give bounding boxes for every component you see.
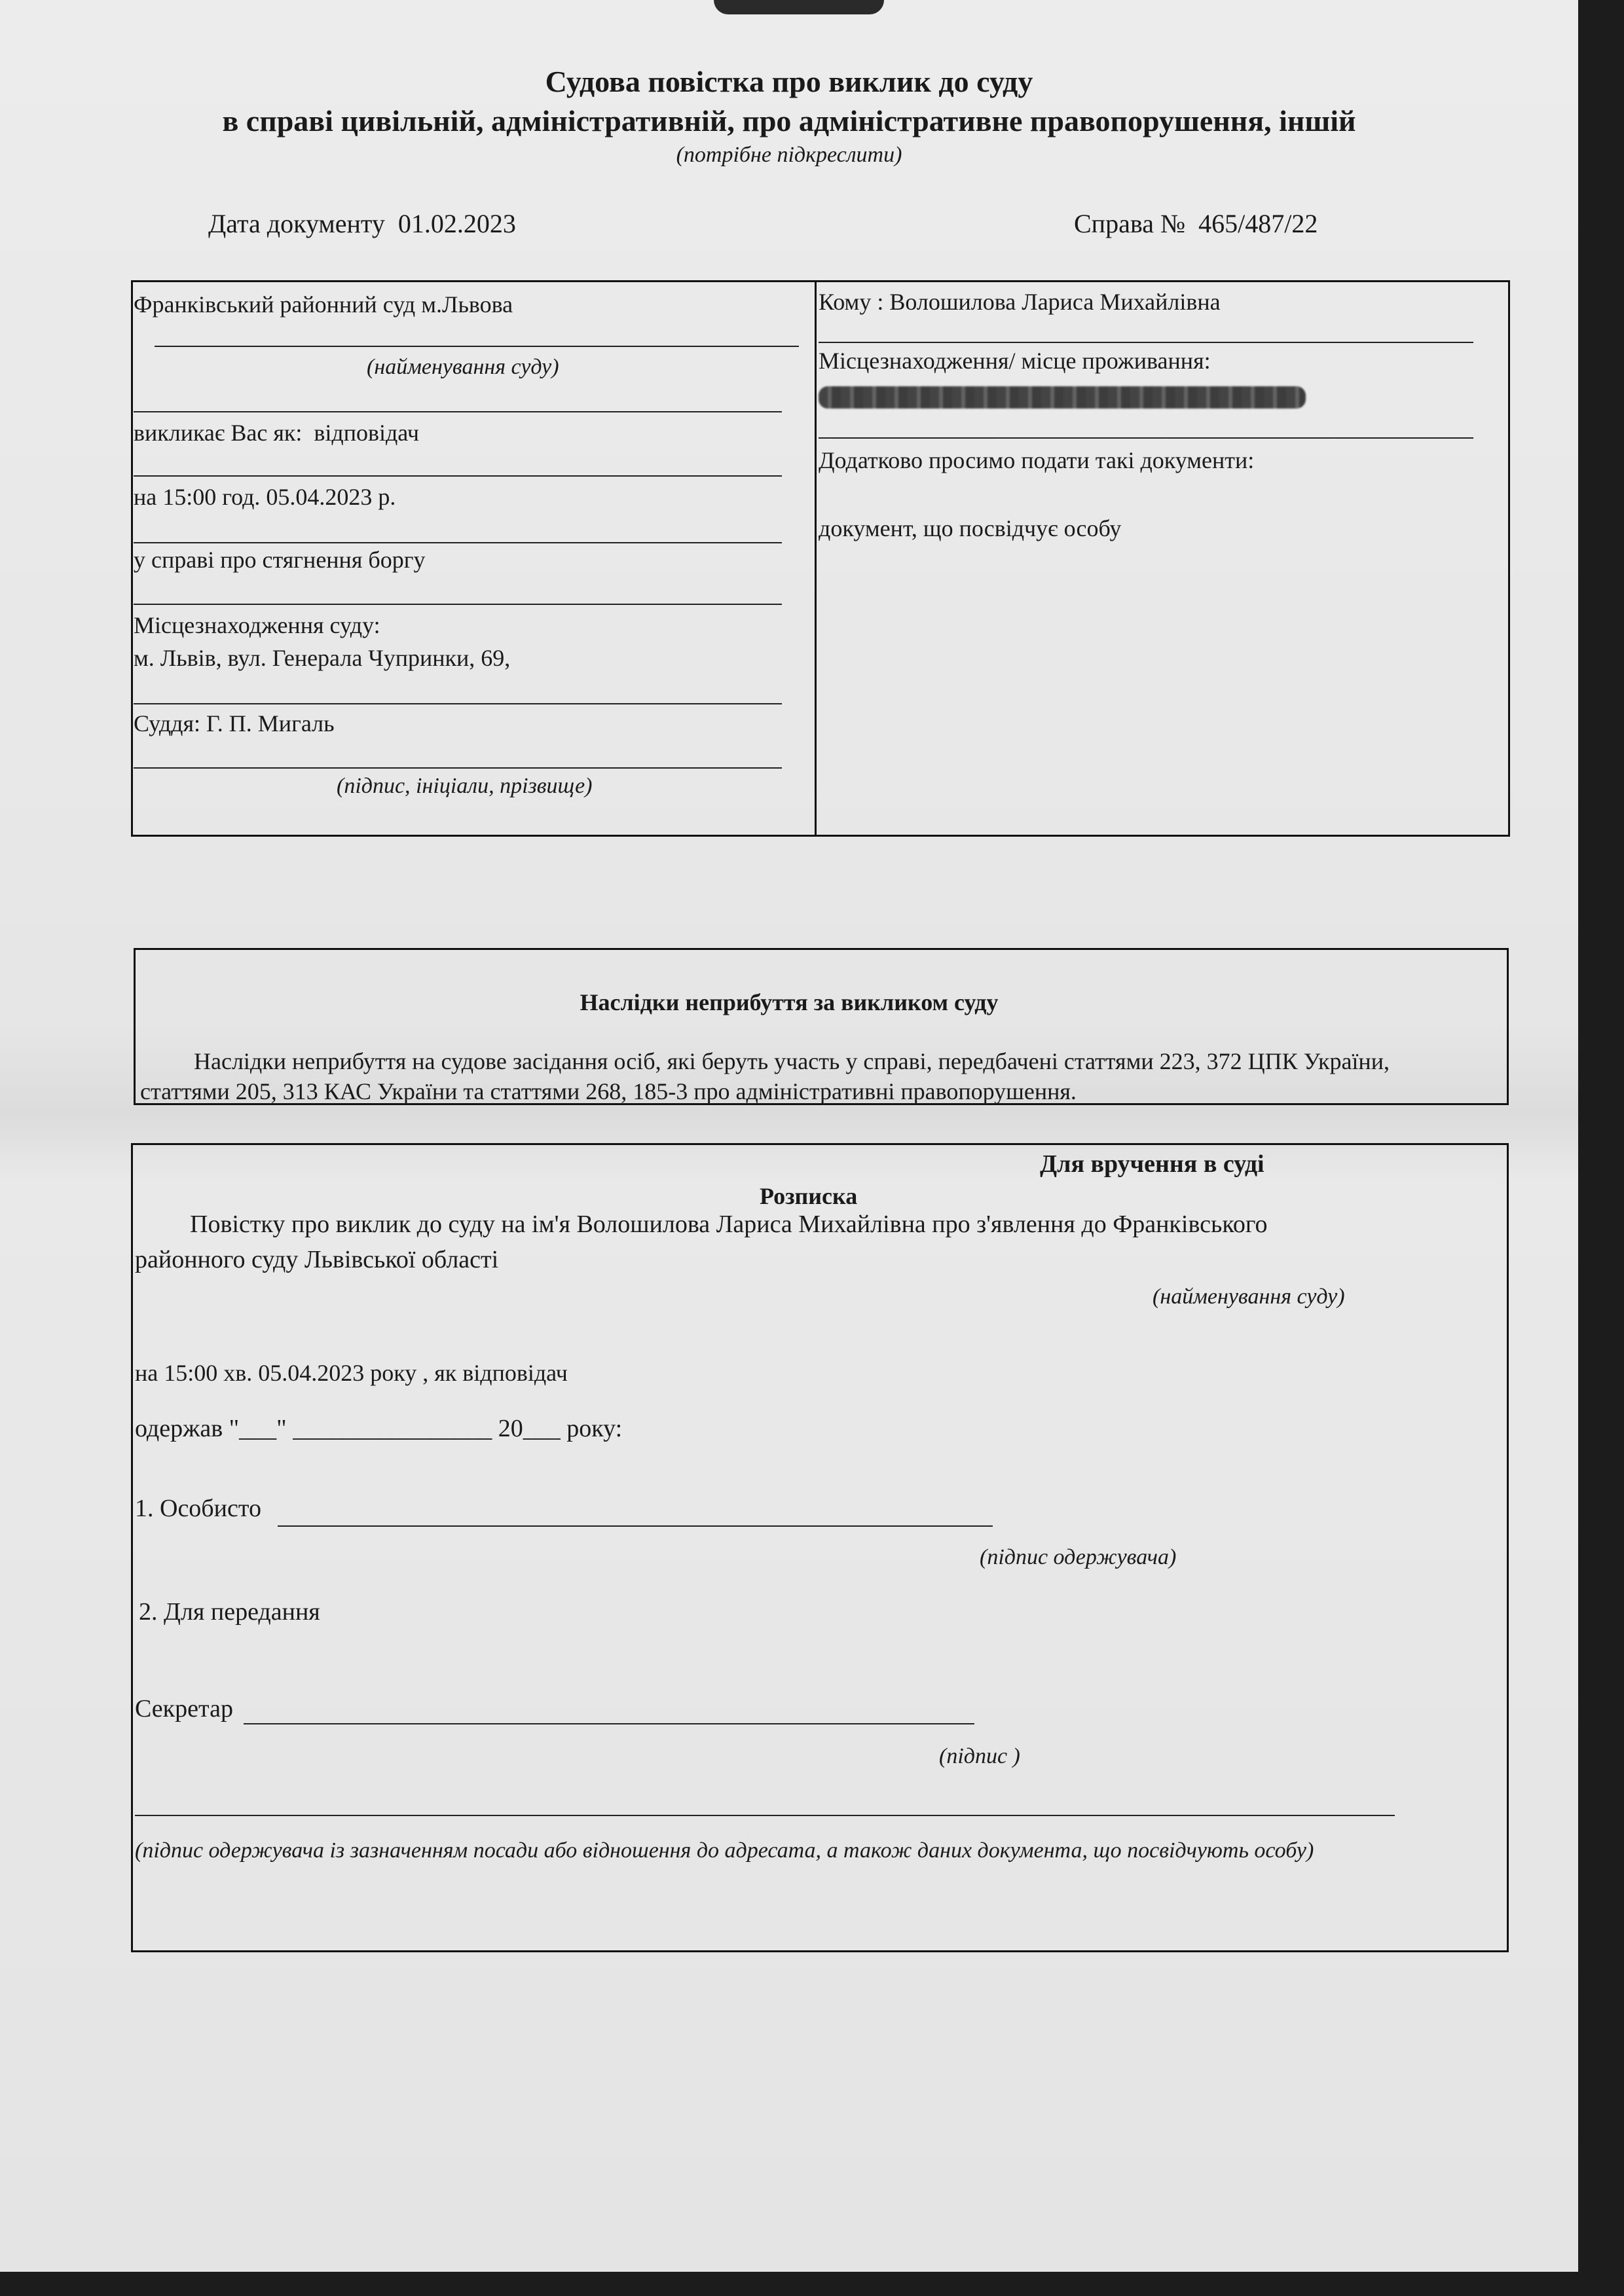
secretary-label: Секретар (135, 1695, 233, 1722)
underline (134, 767, 782, 769)
underline (819, 342, 1473, 343)
underline (819, 437, 1473, 439)
receipt-court-note: (найменування суду) (1153, 1285, 1345, 1309)
summons-role-label: викликає Вас як: (134, 420, 303, 446)
received-line: одержав "___" ________________ 20___ року: (135, 1415, 623, 1442)
summons-role-value: відповідач (314, 420, 419, 446)
residence-label: Місцезнаходження/ місце проживання: (819, 348, 1211, 374)
paper-fold-shadow (714, 0, 884, 14)
bottom-signature-line[interactable] (135, 1815, 1395, 1816)
court-name-note: (найменування суду) (367, 355, 559, 379)
underline (134, 703, 782, 704)
underline (134, 475, 782, 477)
court-address: м. Львів, вул. Генерала Чупринки, 69, (134, 645, 511, 671)
judge-note: (підпис, ініціали, прізвище) (337, 774, 593, 798)
consequences-text-line2: статтями 205, 313 КАС України та статтями 268, 185-3 про адміністративні правопорушення. (140, 1078, 1077, 1104)
signature-note: (підпис ) (939, 1744, 1020, 1768)
document-date-label: Дата документу (208, 209, 385, 238)
secretary-signature-line[interactable] (244, 1723, 974, 1724)
underline (134, 604, 782, 605)
receipt-time-line: на 15:00 хв. 05.04.2023 року , як відповідач (135, 1360, 568, 1386)
underline (134, 411, 782, 412)
document-date-value: 01.02.2023 (397, 209, 516, 238)
personally-label: 1. Особисто (135, 1495, 261, 1522)
judge-line: Суддя: Г. П. Мигаль (134, 710, 335, 737)
consequences-title: Наслідки неприбуття за викликом суду (580, 989, 999, 1015)
consequences-text-line1: Наслідки неприбуття на судове засідання осіб, які беруть участь у справі, передбачені статтями 223, 372 ЦПК України, (194, 1048, 1390, 1074)
receipt-text-line1: Повістку про виклик до суду на ім'я Волошилова Лариса Михайлівна про з'явлення до Франківського (190, 1211, 1268, 1238)
redacted-address (819, 386, 1306, 409)
additional-docs-label: Додатково просимо подати такі документи: (819, 447, 1255, 473)
case-matter: у справі про стягнення боргу (134, 547, 426, 573)
for-court-label: Для вручення в суді (1040, 1150, 1264, 1178)
document-title-line2: в справі цивільній, адміністративній, про адміністративне правопорушення, іншій (222, 104, 1356, 137)
underline (155, 346, 799, 347)
underline (134, 542, 782, 543)
court-name: Франківський районний суд м.Львова (134, 291, 513, 318)
document-title: Судова повістка про виклик до суду (545, 65, 1033, 98)
column-divider (815, 280, 817, 837)
for-transfer-label: 2. Для передання (139, 1598, 320, 1626)
receipt-text-line2: районного суду Львівської області (135, 1246, 499, 1273)
court-location-label: Місцезнаходження суду: (134, 612, 380, 638)
receipt-title: Розписка (760, 1183, 858, 1209)
personally-signature-line[interactable] (278, 1525, 993, 1527)
document-date (208, 208, 516, 239)
hearing-time: на 15:00 год. 05.04.2023 р. (134, 484, 396, 510)
recipient-line: Кому : Волошилова Лариса Михайлівна (819, 289, 1221, 315)
case-number (1074, 208, 1318, 239)
case-number-value: 465/487/22 (1198, 209, 1318, 238)
case-number-label: Справа № (1074, 209, 1186, 238)
additional-docs-value: документ, що посвідчує особу (819, 515, 1122, 541)
subtitle-note: (потрібне підкреслити) (676, 143, 902, 167)
bottom-note: (підпис одержувача із зазначенням посади або відношення до адресата, а також даних документа, що посвідчують особу) (135, 1838, 1314, 1863)
summons-role (134, 419, 419, 446)
recipient-signature-note: (підпис одержувача) (980, 1545, 1177, 1569)
